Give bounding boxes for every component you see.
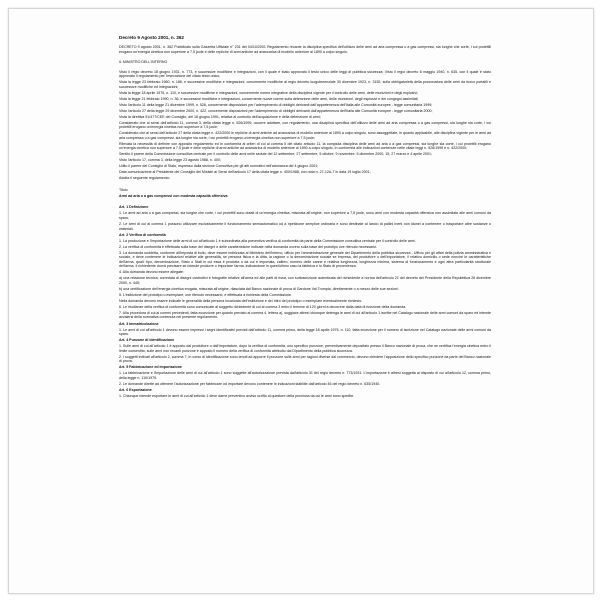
article-heading: Art. 6 Esportazione (119, 388, 152, 393)
article-paragraph: 5. L'esibizione del prototipo o esemplare, ove ritenuto necessario, è effettuata a richiesta della Commissione. (119, 292, 293, 297)
article-heading: Art. 5 Fabbricazione ed importazione (119, 365, 182, 370)
article-paragraph: 1. Chiunque intende esportare le armi di cui all'articolo 1 deve darne preventivo avviso scritto al questore della provincia da cui le armi sono spedite. (119, 394, 355, 399)
document-body (119, 35, 491, 400)
recital-paragraph: Considerato che ai sensi dell'articolo 27 della citata legge n. 422/2000 le repliche di armi antiche ad avancarica di modello anteriore al 1890 a colpo singolo, sono assoggettate, in quanto applicabile, alle disciplina vigente per le armi ad aria compressa o a gas compressi, sia lunghe sia corte, i cui proiettili erogano un'energia cinetica non superiore a 7,5 joule; (119, 131, 491, 140)
issuer-heading: IL MINISTRO DELL'INTERNO (119, 59, 168, 64)
document-title: Decreto 9 Agosto 2001, n. 362 (119, 35, 184, 40)
document-page (8, 8, 594, 594)
recital-paragraph: Visto l'articolo 11 della legge 21 dicembre 1999, n. 526, concernente disposizioni per l'adempimento di obblighi derivanti dall'appartenenza dell'Italia alle Comunità europee - legge comunitaria 1999; (119, 102, 433, 107)
recital-paragraph: Data comunicazione al Presidente del Consiglio dei Ministri ai Sensi dell'articolo 17 della citata legge n. 400/1988, con nota n. 27-12A-7 in data 19 luglio 2001; (119, 170, 371, 175)
recital-paragraph: Vista la direttiva 91/477/CEE del Consiglio, del 18 giugno 1991, relativa al controllo dell'acquisizione e della detenzione di armi; (119, 114, 321, 119)
intro-paragraph: DECRETO 9 agosto 2001, n. 362 Pubblicato sulla Gazzetta Ufficiale n° 231 del 04/10/2001 Regolamento recante la disciplina specifica dell'utilizzo delle armi ad aria compressa o a gas compressi, sia lunghe che corte, i cui proiettili erogano un'energia cinetica non superiore a 7,5 joule e delle repliche di armi antiche ad avancarica di modello anteriore al 1890 a colpo singolo. (119, 45, 491, 54)
recital-paragraph: Udito il parere del Consiglio di Stato, espresso dalla sezione Consultiva per gli atti normativi nell'adunanza del 4 giugno 2001; (119, 164, 319, 169)
article-paragraph: 4. Alla domanda devono essere allegate: (119, 270, 184, 275)
articles (119, 205, 491, 398)
recital-paragraph: Considerato che ai sensi dell'articolo 11, comma 3, della citata legge n. 526/1999, occorre adottare, con regolamento, una disciplina specifica dell'utilizzo delle armi ad aria compressa o a gas compressi, sia lunghe sia corte, i cui proiettili erogano un'energia cinetica non superiore a 7,5 joule; (119, 120, 491, 130)
article-paragraph: 1. La fabbricazione e l'importazione delle armi di cui all'articolo 1 sono soggette all'autorizzazione prevista dall'articolo 31 del regio decreto n. 773/1931. L'importazione è altresì soggetta al disposto di cui all'articolo 12, comma primo, della legge n. 110/1975. (119, 371, 491, 381)
recitals (119, 70, 491, 181)
article-paragraph: 1. Le armi di cui all'articolo 1 devono essere impressi i segni identificativi previsti dall'articolo 11, comma primo, della legge 18 aprile 1975, n. 110, fatta eccezione per il numero di iscrizione nel Catalogo nazionale delle armi comuni da sparo. (119, 327, 491, 337)
article-heading: Art. 3 Immatricolazione (119, 321, 159, 326)
recital-paragraph: Visto l'articolo 17, comma 3, della legge 23 agosto 1988, n. 400; (119, 158, 221, 163)
recital-paragraph: Visto il regio decreto 18 giugno 1931, n. 773, e successive modifiche e integrazioni, con il quale è stato approvato il testo unico delle leggi di pubblica sicurezza; Visto il regio decreto 6 maggio 1940, n. 635, con il quale è stato approvato il regolamento per l'esecuzione del citato testo unico; (119, 69, 491, 79)
article-paragraph: a) una relazione tecnica, corredata di disegni costruttivi e fotografie relative all'arma ed alle parti di essa, con sottoscrizione autenticata del richiedente a norma dell'articolo 21 del decreto del Presidente della Repubblica 28 dicembre 2000, n. 445; (119, 276, 491, 285)
article-heading: Art. 4 Punzone di identificazione (119, 338, 175, 343)
article-paragraph: Nella domanda devono essere indicate le generalità della persona incaricata dell'esibizione e del ritiro del prototipo o esemplare eventualmente richiesto. (119, 298, 363, 303)
article-paragraph: 2. Le domande dirette ad ottenere l'autorizzazione per fabbricare od importare devono contenere le indicazioni stabilite dall'articolo 46 del regio decreto n. 635/1940. (119, 382, 381, 387)
article-paragraph: 3. La domanda suddetta, conforme all'imposta di bollo, deve essere indirizzata al Ministero dell'interno, ufficio per l'amministrazione generale del Dipartimento della pubblica sicurezza - Ufficio per gli affari della polizia amministrativa e sociale, e deve contenere le indicazioni relative alle generalità, se persona fisica e la ditta, la ragione o la denominazione sociale se impresa, del produttore o dell'importatore, il relativo domicilio o sede nonché le caratteristiche dell'arma, quali: tipo, denominazione, Stato o Stati in cui essa è prodotta o da cui è importata, calibro, numero delle canne e relativa lunghezza, lunghezza minima, sistema di funzionamento e ogni altra particolarità strutturale dell'arma. Il richiedente dovrà precisare se intende produrre o importare l'arma, indicandone in quest'ultimo caso la fabbrica e lo Stato di provenienza. (119, 250, 491, 269)
article-paragraph: 2. I soggetti indicati all'articolo 2, comma 7, in corso di identificazione sono tenuti ad apporre il punzone sulle armi per ragioni diverse dal commercio, devono chiedere l'apposizione dello specifico punzone da parte del Banco nazionale di prova. (119, 354, 491, 364)
article-heading: Art. 1 Definizione (119, 205, 149, 210)
recital-paragraph: Adotta il seguente regolamento: (119, 176, 170, 181)
article-paragraph: 1. Sulle armi di cui all'articolo 1 è apposto dal produttore o dall'importatore, dopo la verifica di conformità, uno specifico punzone, preventivamente depositato presso il Banco nazionale di prova, che ne certifica l'energia cinetica entro il limite consentito; sulle armi non recanti punzone è apposto il numero della verifica di conformità attribuito dal Dipartimento della pubblica sicurezza. (119, 344, 491, 353)
titolo-text: Armi ad aria o a gas compressi con modesta capacità offensiva (119, 193, 228, 198)
article-paragraph: 6. Le risultanze della verifica di conformità sono comunicate al soggetto richiedente di cui al comma 3 entro il termine di 120 giorni a decorrere dalla data di ricezione della domanda. (119, 304, 407, 309)
recital-paragraph: Vista la legge 18 aprile 1975, n. 110, e successive modifiche e integrazioni, concernente norme integrative della disciplina vigente per il controllo delle armi, delle munizioni e degli esplosivi; (119, 90, 418, 95)
recital-paragraph: Vista la legge 23 febbraio 1960, n. 186, e successive modifiche e integrazioni, concernente modifiche al regio decreto luogotenenziale 30 dicembre 1923, n. 3152, sulla obbligatorietà della punzonatura delle armi da fuoco portatili e successive modifiche ed integrazioni; (119, 80, 491, 89)
article-paragraph: 2. Le armi di cui al comma 1 possono utilizzare esclusivamente il funzionamento semiautomatico od a ripetizione semplice ordinaria e sono destinate al lancio di pallini inerti non idonei a contenere o trasportare altre sostanze o materiali. (119, 221, 491, 231)
titolo-label: Titolo (119, 187, 128, 192)
article-paragraph: 1. La produzione e l'importazione delle armi di cui all'articolo 1 è subordinata alla preventiva verifica di conformità da parte della Commissione consultiva centrale per il controllo delle armi. (119, 238, 416, 243)
recital-paragraph: Visto l'articolo 27 della legge 29 dicembre 2000, n. 422, concernente disposizioni per l'adempimento di obblighi derivanti dall'appartenenza dell'Italia alle Comunità europee - legge comunitaria 2000; (119, 108, 433, 113)
recital-paragraph: Sentito il parere della Commissione consultiva centrale per il controllo delle armi nelle sedute del 12 settembre, 27 settembre, 5 ottobre, 9 novembre, 5 dicembre 2000, 15, 27 marzo e 4 aprile 2001; (119, 152, 433, 157)
recital-paragraph: Rilevata la necessità di definire con apposito regolamento ed in conformità ai criteri di cui al comma 5 del citato articolo 11, la compiuta disciplina delle armi ad aria o a gas compressi, sia lunghe sia corte, i cui proiettili erogano un'energia cinetica non superiore a 7,5 joule e delle repliche di armi antiche ad avancarica di modello anteriore al 1890 a colpo singolo, in conformità alle indicazioni contenute nelle citate leggi n. 526/1999 e n. 422/2000; (119, 141, 491, 151)
article-paragraph: 1. Le armi ad aria o a gas compressi, sia lunghe che corte, i cui proiettili sono dotati di un'energia cinetica, misurata all'origine, non superiore a 7,5 joule, sono armi con modesta capacità offensiva non assimilate alle armi comuni da sparo. (119, 211, 491, 220)
article-heading: Art. 2 Verifica di conformità (119, 232, 166, 237)
article-paragraph: 7. Alla procedura di cui ai commi precedenti, fatta eccezione per quanto previsto al comma 4, lettera a), soggiace altresì chiunque detenga le armi di cui all'articolo 1 iscritte nel Catalogo nazionale delle armi comuni da sparo ed intende avvalersi della normativa contenuta nel presente regolamento. (119, 310, 491, 320)
article-paragraph: 2. La verifica di conformità è effettuata sulla base dei disegni e delle caratteristiche indicate nella domanda ovvero sulla base del prototipo ove ritenuto necessario. (119, 244, 378, 249)
article-paragraph: b) una certificazione dell'energia cinetica erogata, misurata all'origine, rilasciata dal Banco nazionale di prova di Gardone Val Trompia, direttamente o a mezzo delle sue sezioni. (119, 286, 399, 291)
recital-paragraph: Vista la legge 21 febbraio 1990, n. 36, e successive modifiche e integrazioni, concernente nuove norme sulla detenzione delle armi, delle munizioni, degli esplosivi e dei congegni assimilati; (119, 96, 419, 101)
